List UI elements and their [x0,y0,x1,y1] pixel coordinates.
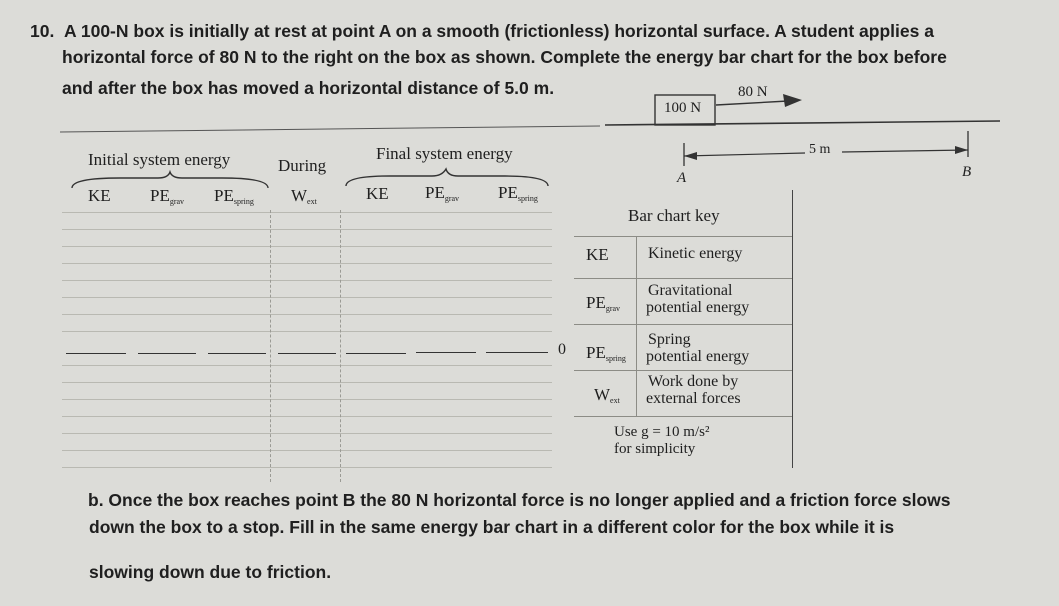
question-line-2: horizontal force of 80 N to the right on the box as shown. Complete the energy bar chart for the box before [62,47,947,67]
part-b-line-2: down the box to a stop. Fill in the same energy bar chart in a different color for the box while it is [89,517,895,537]
key-border-right [792,190,793,468]
col-pespring-initial: $PE_{spring}$ [214,186,254,206]
col-pespring-final: $PE_{spring}$ [498,183,538,203]
key-definition: Gravitational potential energy [646,282,750,316]
initial-energy-header: Initial system energy [88,150,231,169]
key-row-pegrav [574,278,792,316]
key-row-pespring [574,324,792,365]
box-label: 100 N [664,100,702,116]
key-definition: Kinetic energy [648,245,743,262]
bar-chart-key [574,198,796,468]
zero-line-segment [278,353,336,354]
col-ke-final: KE [366,184,389,203]
grid-line [62,314,552,315]
key-symbol: $W_{ext}$ [594,385,620,405]
distance-label: 5 m [809,142,831,157]
distance-arrow-left [684,152,697,160]
grid-line [62,331,552,332]
final-energy-header: Final system energy [376,144,513,163]
grid-line [62,263,552,264]
question-line-3: and after the box has moved a horizontal distance of 5.0 m. [62,78,555,98]
col-wext: $W_{ext}$ [291,186,317,206]
distance-line-right [842,150,968,152]
zero-label: 0 [558,341,566,358]
col-ke-initial: KE [88,186,111,205]
grid-line [62,297,552,298]
chart-top-rule [60,126,600,132]
divider-during-final [340,210,341,482]
grid-line [62,365,552,366]
force-label: 80 N [738,84,768,100]
key-symbol: $PE_{grav}$ [586,293,621,313]
zero-line-segment [416,352,476,353]
question-line-1: A 100-N box is initially at rest at point A on a smooth (frictionless) horizontal surface. A student applies a [64,21,934,41]
grid-line [62,467,552,468]
grid-line [62,212,552,213]
key-title: Bar chart key [628,206,720,225]
force-arrow-shaft [716,101,788,105]
point-b-label: B [962,164,972,180]
grid-line [62,416,552,417]
distance-line-left [684,153,805,156]
zero-line-segment [208,353,266,354]
part-b-line-3: slowing down due to friction. [89,562,332,582]
question-number: 10. [30,21,55,41]
key-row-divider [574,416,792,417]
force-arrow-head [783,94,802,107]
col-pegrav-initial: $PE_{grav}$ [150,186,185,206]
key-row-ke [574,236,792,264]
grid-line [62,433,552,434]
key-row-wext [574,370,792,407]
key-symbol: $PE_{spring}$ [586,343,626,363]
key-note: Use g = 10 m/s² for simplicity [614,424,710,457]
grid-line [62,229,552,230]
grid-line [62,280,552,281]
zero-line-segment [346,353,406,354]
zero-line-segment [486,352,548,353]
during-header: During [278,156,327,175]
zero-line-segment [138,353,196,354]
key-symbol: KE [586,245,609,264]
grid-line [62,399,552,400]
col-pegrav-final: $PE_{grav}$ [425,183,460,203]
grid-line [62,246,552,247]
zero-line-segment [66,353,126,354]
divider-initial-during [270,210,271,482]
key-definition: Spring potential energy [646,331,750,365]
key-definition: Work done by external forces [646,373,741,407]
part-b-line-1: b. Once the box reaches point B the 80 N horizontal force is no longer applied and a friction force slows [88,490,951,510]
grid-line [62,382,552,383]
distance-arrow-right [955,146,968,154]
grid-line [62,450,552,451]
key-column-divider [636,236,637,416]
point-a-label: A [677,170,687,186]
